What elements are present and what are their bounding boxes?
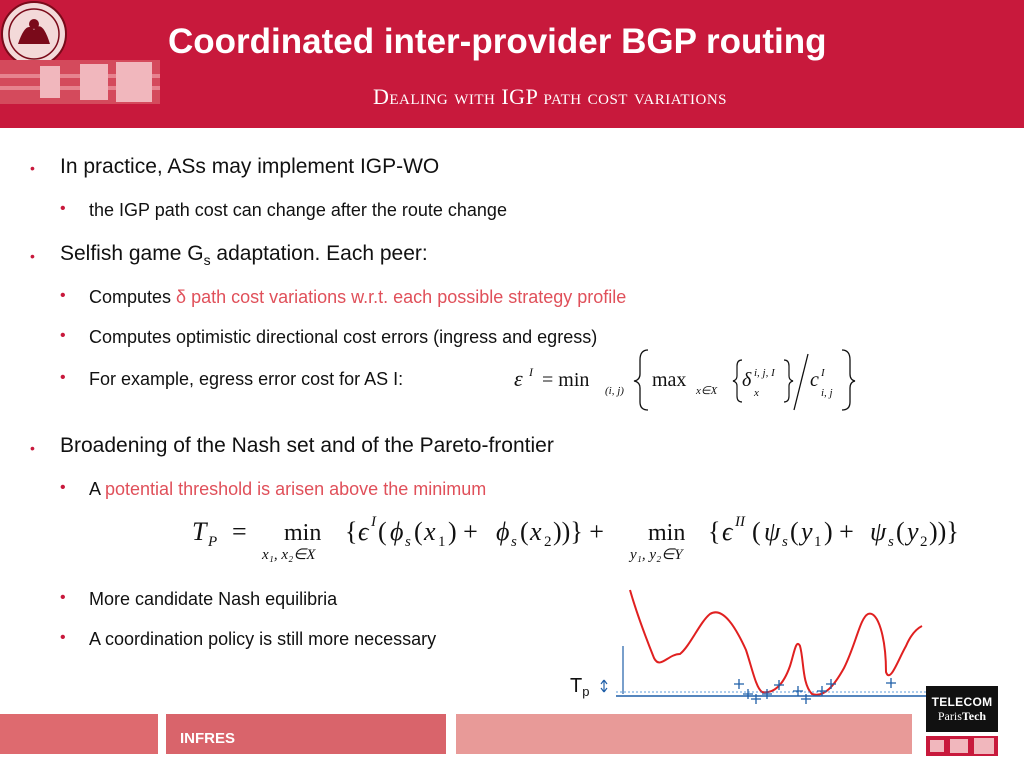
bullet-potential-threshold-prefix: A [89,479,106,499]
svg-text:x: x [754,387,759,399]
bullet-broadening: Broadening of the Nash set and of the Pareto-frontier [60,434,554,457]
svg-text:(: ( [414,517,423,546]
bullet-dot: • [60,629,66,646]
svg-text:{: { [345,517,358,546]
svg-text:ϕ: ϕ [496,517,510,546]
politecnico-stripe-logo [0,60,160,104]
svg-text:= min: = min [542,369,590,391]
svg-text:min: min [284,520,322,546]
svg-text:δ: δ [742,369,752,391]
svg-text:I: I [371,514,376,530]
svg-text:ϵ: ϵ [722,517,733,546]
cost-curve [630,590,922,695]
svg-text:=: = [232,517,247,546]
bullet-dot: • [30,248,35,264]
svg-text:) +: ) + [448,517,478,546]
svg-text:y: y [907,517,919,546]
bullet-igp-wo: In practice, ASs may implement IGP-WO [60,155,440,178]
slide-subtitle: Dealing with IGP path cost variations [373,84,728,109]
star-marker-icon [793,686,803,696]
svg-text:(: ( [520,517,529,546]
bullet-computes-delta-highlight: δ path cost variations w.r.t. each possible strategy profile [176,287,627,307]
bullet-potential-threshold [89,479,486,500]
bullet-dot: • [60,589,66,606]
bullet-dot: • [60,479,66,496]
svg-text:1: 1 [814,534,822,550]
footer-department-label: INFRES [180,730,236,747]
telecom-logo-line1: TELECOM [931,695,993,709]
bullet-computes-errors: Computes optimistic directional cost errors (ingress and egress) [89,327,598,347]
bullet-dot: • [60,287,66,304]
bullet-dot: • [60,327,66,344]
bullet-igp-cost-change: the IGP path cost can change after the route change [89,200,507,220]
bullet-potential-threshold-highlight: potential threshold is arisen above the minimum [105,479,487,499]
bullet-computes-delta-prefix: Computes [89,287,177,307]
svg-text:x∈X: x∈X [696,385,718,397]
svg-text:ψ: ψ [764,517,781,546]
threshold-illustration [568,588,958,710]
up-down-arrow-icon [601,680,607,692]
svg-text:s: s [782,534,788,550]
bullet-more-nash: More candidate Nash equilibria [89,589,338,609]
footer-bar-right [456,714,912,754]
bullet-dot: • [30,440,35,456]
bullet-egress-example: For example, egress error cost for AS I: [89,369,404,389]
bullet-dot: • [60,369,66,386]
footer-bar-left [0,714,158,754]
telecom-logo-paris: Paris [937,709,962,723]
svg-text:ϕ: ϕ [390,517,404,546]
svg-text:I: I [529,365,533,379]
potential-threshold-formula [190,506,980,566]
telecom-paristech-logo [926,686,998,732]
svg-text:T: T [192,517,207,546]
svg-text:))}: ))} [929,517,959,546]
svg-text:) +: ) + [824,517,854,546]
equilibrium-markers [734,678,896,704]
svg-text:ψ: ψ [870,517,887,546]
svg-text:(i, j): (i, j) [605,385,624,397]
svg-text:2: 2 [544,534,552,550]
bullet-selfish-game-prefix: Selfish game G [60,242,204,265]
svg-text:(: ( [896,517,905,546]
politecnico-footer-stripe-logo [926,736,998,756]
svg-text:x: x [424,517,436,546]
svg-text:ε: ε [514,366,523,391]
bullet-selfish-game-sub: s [203,252,211,268]
svg-text:(: ( [790,517,799,546]
svg-text:II: II [735,514,745,530]
svg-text:y₁, y₂∈Y: y₁, y₂∈Y [630,547,683,563]
svg-text:x: x [530,517,542,546]
slide-title: Coordinated inter-provider BGP routing [168,22,827,61]
svg-text:ϵ: ϵ [358,517,369,546]
threshold-label-sub: p [582,684,590,699]
svg-text:y: y [801,517,813,546]
header-banner [0,0,1024,128]
bullet-coordination-policy: A coordination policy is still more necessary [89,629,437,649]
svg-text:P: P [208,534,218,550]
svg-text:min: min [648,520,686,546]
star-marker-icon [743,689,753,699]
svg-text:i, j: i, j [821,387,833,399]
egress-error-formula [510,344,856,416]
svg-text:x₁, x₂∈X: x₁, x₂∈X [262,547,316,563]
star-marker-icon [886,678,896,688]
svg-text:s: s [405,534,411,550]
bullet-computes-delta [89,287,626,308]
threshold-label [570,675,589,699]
svg-text:1: 1 [438,534,446,550]
svg-text:))} +: ))} + [553,517,604,546]
bullet-selfish-game-suffix: adaptation. Each peer: [210,242,428,265]
telecom-logo-tech: Tech [961,709,987,723]
svg-text:s: s [511,534,517,550]
svg-text:{: { [708,517,721,546]
star-marker-icon [734,679,744,689]
star-marker-icon [826,679,836,689]
svg-text:c: c [810,369,819,391]
telecom-logo-line2 [926,709,998,723]
svg-text:s: s [888,534,894,550]
svg-text:max: max [652,369,687,391]
svg-text:I: I [821,367,825,379]
svg-text:(: ( [752,517,761,546]
svg-text:i, j, I: i, j, I [754,367,775,379]
bullet-selfish-game [60,242,428,268]
svg-text:2: 2 [920,534,928,550]
svg-text:(: ( [378,517,387,546]
bullet-dot: • [60,200,66,217]
threshold-label-main: T [570,675,583,697]
bullet-dot: • [30,160,35,176]
